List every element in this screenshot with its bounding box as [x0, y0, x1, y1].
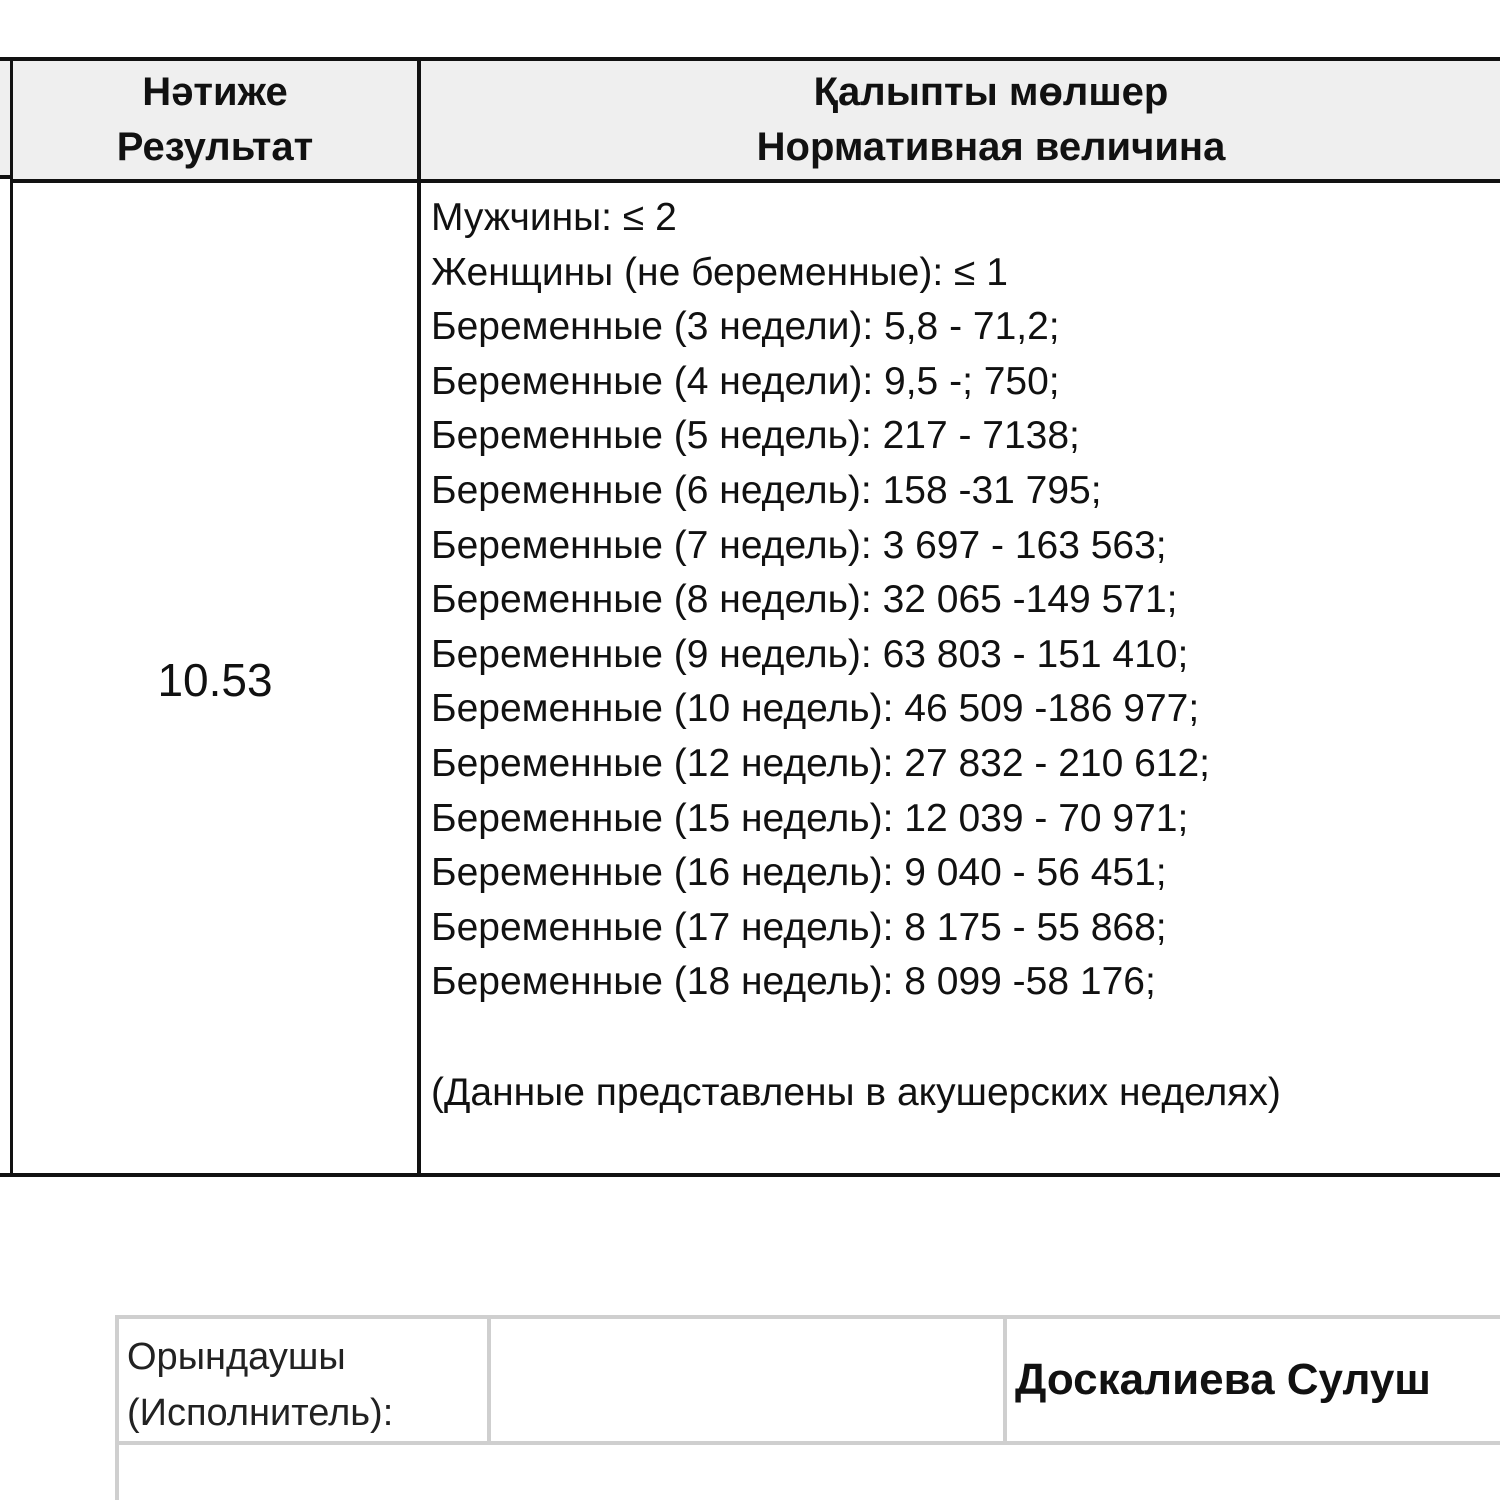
norm-header-kz: Қалыпты мөлшер — [813, 70, 1169, 114]
norm-line: Беременные (10 недель): 46 509 -186 977; — [431, 687, 1200, 731]
norm-line: Беременные (17 недель): 8 175 - 55 868; — [431, 905, 1167, 949]
executor-label-kz: Орындаушы — [127, 1336, 346, 1378]
previous-column-header-edge — [0, 61, 10, 179]
norm-line: Беременные (6 недель): 158 -31 795; — [431, 468, 1102, 512]
executor-label-ru: (Исполнитель): — [127, 1392, 394, 1434]
column-divider — [417, 61, 421, 1173]
previous-column-edge — [0, 57, 10, 1177]
executor-name: Доскалиева Сулуш — [1015, 1355, 1431, 1404]
results-table — [10, 57, 1500, 1177]
result-column-header — [13, 61, 417, 179]
norm-line: Беременные (18 недель): 8 099 -58 176; — [431, 960, 1156, 1004]
norm-line: Беременные (15 недель): 12 039 - 70 971; — [431, 796, 1189, 840]
executor-row — [119, 1319, 1500, 1445]
executor-label — [127, 1329, 393, 1441]
norm-line: Беременные (8 недель): 32 065 -149 571; — [431, 578, 1178, 622]
norm-line: Беременные (9 недель): 63 803 - 151 410; — [431, 632, 1189, 676]
norm-line: Беременные (5 недель): 217 - 7138; — [431, 414, 1080, 458]
result-value: 10.53 — [157, 654, 273, 706]
norm-line: Беременные (16 недель): 9 040 - 56 451; — [431, 851, 1167, 895]
norm-list — [431, 191, 1500, 1010]
norm-line: Беременные (4 недели): 9,5 -; 750; — [431, 359, 1060, 403]
norm-line: Женщины (не беременные): ≤ 1 — [431, 250, 1008, 294]
norm-note: (Данные представлены в акушерских неделях) — [431, 1071, 1281, 1114]
norm-line: Беременные (7 недель): 3 697 - 163 563; — [431, 523, 1167, 567]
norm-column-header — [421, 61, 1500, 179]
signature-divider — [487, 1319, 491, 1441]
result-header-kz: Нәтиже — [142, 70, 288, 114]
norm-header-ru: Нормативная величина — [756, 125, 1226, 169]
result-header-ru: Результат — [116, 125, 314, 169]
norm-line: Беременные (12 недель): 27 832 - 210 612; — [431, 741, 1211, 785]
norm-line: Мужчины: ≤ 2 — [431, 196, 677, 239]
signature-divider — [1003, 1319, 1007, 1441]
norm-line: Беременные (3 недели): 5,8 - 71,2; — [431, 305, 1060, 349]
signature-table — [115, 1315, 1500, 1500]
